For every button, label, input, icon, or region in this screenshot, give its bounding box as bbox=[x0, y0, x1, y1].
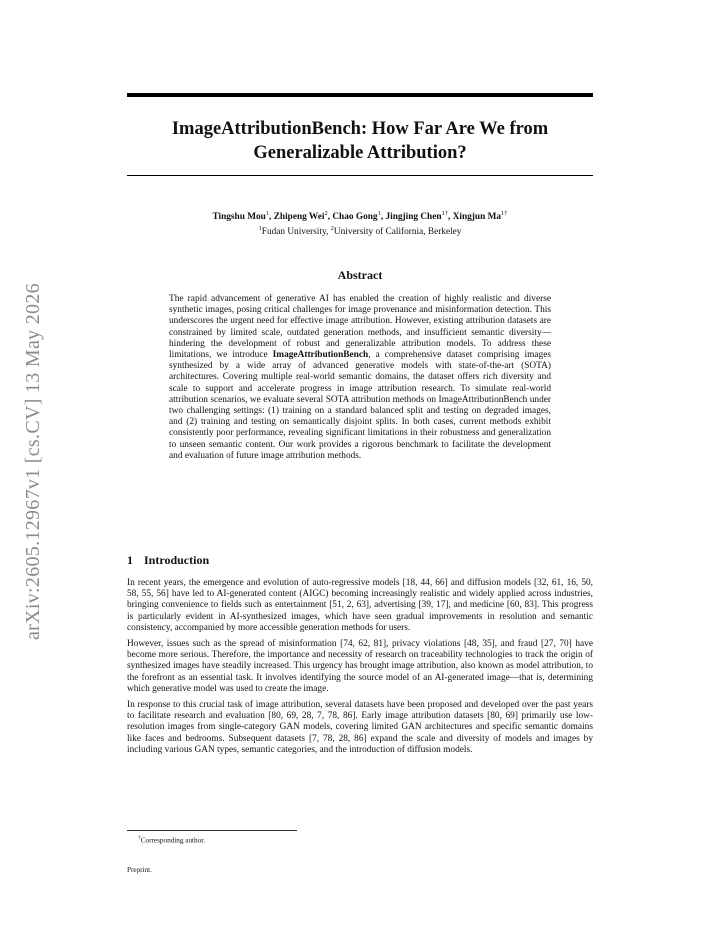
author-affiliation-mark: 1 bbox=[265, 210, 270, 217]
section-number: 1 bbox=[127, 553, 133, 567]
affiliation-mark: 2 bbox=[330, 225, 334, 233]
abstract-text bbox=[169, 294, 551, 462]
abstract-text-part: , a comprehensive dataset comprising images synthesized by a wide array of advanced generative models with state-of-the-art (SOTA) architectures. Covering multiple real-world semantic domains, the dataset offers rich diversity and scale to support and accelerate progress in image attribution research. To simulate real-world attribution scenarios, we evaluate several SOTA attribution methods on ImageAttributionBench under two challenging settings: (1) training on a standard balanced split and testing on degraded images, and (2) training and testing on semantically disjoint splits. In both cases, current methods exhibit consistently poor performance, revealing significant limitations in their robustness and generalization to unseen semantic content. Our work provides a rigorous benchmark to facilitate the development and evaluation of future image attribution methods. bbox=[169, 350, 551, 461]
abstract-dataset-name: ImageAttributionBench bbox=[272, 350, 369, 361]
author-name: Jingjing Chen bbox=[385, 212, 442, 223]
affiliation-name: Fudan University bbox=[261, 227, 326, 238]
author-block bbox=[127, 208, 593, 238]
title-top-rule bbox=[127, 93, 593, 97]
body-paragraph: However, issues such as the spread of misinformation [74, 62, 81], privacy violations [48, 35], and fraud [27, 70] have become more serious. Therefore, the importance and necessity of research on traceability technologies to track the origin of synthesized images have steadily increased. This urgency has brought image attribution, also known as model attribution, to the forefront as an essential task. It involves identifying the source model of an AI-generated image—that is, determining which generative model was used to create the image. bbox=[127, 639, 593, 694]
author-affiliation-mark: 1 bbox=[377, 210, 381, 217]
footnote-text: Corresponding author. bbox=[140, 836, 206, 845]
affiliation-name: University of California, Berkeley bbox=[333, 227, 462, 238]
author-name: Tingshu Mou bbox=[212, 212, 266, 223]
section-body bbox=[127, 578, 593, 761]
arxiv-identifier[interactable]: arXiv:2605.12967v1 [cs.CV] 13 May 2026 bbox=[22, 283, 44, 640]
body-paragraph: In recent years, the emergence and evolution of auto-regressive models [18, 44, 66] and diffusion models [32, 61, 16, 50, 58, 55, 56] have led to AI-generated content (AIGC) becoming increasingly realistic and widely applied across industries, bringing convenience to fields such as entertainment [51, 2, 63], advertising [39, 17], and medicine [60, 83]. This progress is particularly evident in AI-synthesized images, which have seen gradual improvements in resolution and semantic consistency, accompanied by more accessible generation methods for users. bbox=[127, 578, 593, 633]
paper-title: ImageAttributionBench: How Far Are We from Generalizable Attribution? bbox=[171, 119, 549, 163]
author-affiliation-mark: 1† bbox=[441, 210, 449, 217]
title-bottom-rule bbox=[127, 175, 593, 176]
footnote-rule bbox=[127, 830, 297, 831]
affiliation-mark: 1 bbox=[258, 225, 262, 233]
abstract-heading: Abstract bbox=[337, 268, 383, 282]
abstract-text-part: The rapid advancement of generative AI has enabled the creation of highly realistic and diverse synthetic images, posing critical challenges for image provenance and misinformation detection. This underscores the urgent need for effective image attribution. However, existing attribution datasets are constrained by limited scale, outdated generation methods, and insufficient semantic diversity—hindering the development of robust and generalizable attribution models. To address these limitations, we introduce bbox=[169, 294, 551, 361]
footnote bbox=[138, 835, 205, 844]
section-title: Introduction bbox=[144, 553, 210, 567]
body-paragraph: In response to this crucial task of image attribution, several datasets have been proposed and developed over the past years to facilitate research and evaluation [80, 69, 28, 7, 78, 86]. Early image attribution datasets [80, 69] primarily use low-resolution images from single-category GAN models, covering limited GAN architectures and specific semantic domains like faces and bedrooms. Subsequent datasets [7, 78, 28, 86] expand the scale and diversity of models and images by including various GAN types, semantic categories, and the introduction of diffusion models. bbox=[127, 700, 593, 755]
footnote-mark: † bbox=[138, 835, 141, 841]
author-name: Xingjun Ma bbox=[452, 212, 501, 223]
preprint-label: Preprint. bbox=[127, 866, 152, 874]
author-affiliation-mark: 2 bbox=[324, 210, 328, 217]
author-name: Chao Gong bbox=[332, 212, 378, 223]
author-name: Zhipeng Wei bbox=[273, 212, 325, 223]
author-list: Tingshu Mou$^1$, Zhipeng Wei$^2$, Chao Gong$^1$, Jingjing Chen$^{1\dagger}$, Xingjun $Ma^{1\dagger}$ bbox=[212, 210, 508, 223]
affiliation-list: $^1$Fudan University, $^2$University of California, Berkeley bbox=[258, 225, 462, 238]
author-affiliation-mark: 1† bbox=[501, 210, 508, 217]
section-heading bbox=[127, 553, 209, 568]
